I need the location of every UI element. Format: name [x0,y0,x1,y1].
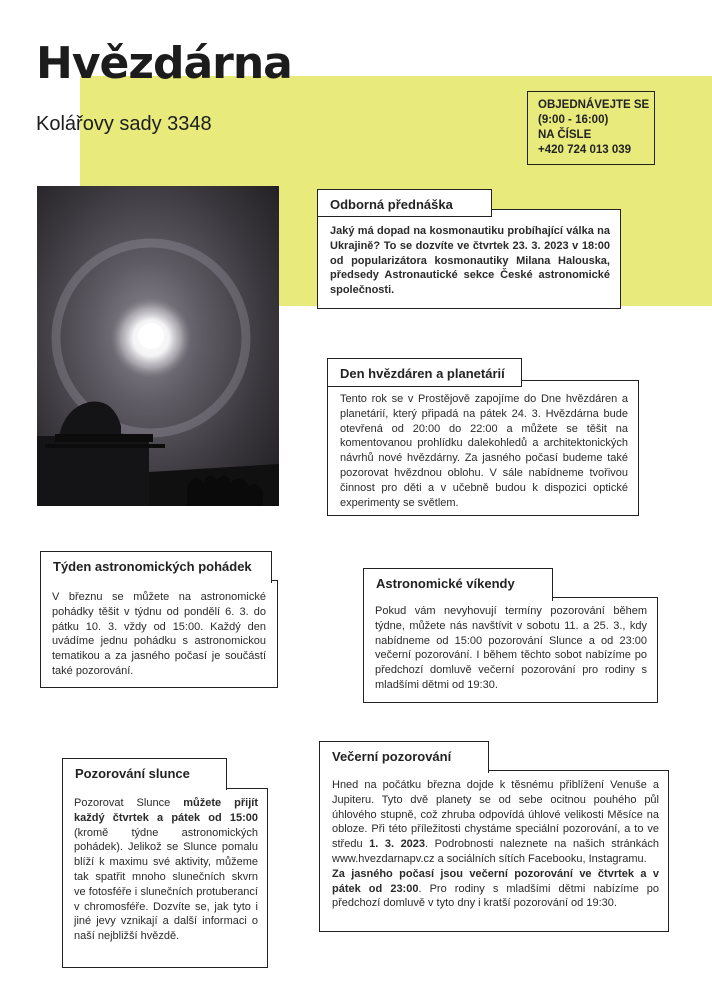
sun-body-text: Pozorovat Slunce [74,797,184,809]
observatory-day-title: Den hvězdáren a planetárií [327,358,522,387]
sun-body-text: (kromě týdne astronomických pohádek). Jelikož se Slunce pomalu blíží k maximu své aktivity, můžeme tak spatřit mnoho slunečních skvrn ve fotosféře i slunečních protuberancí v chromosféře. Dozvíte se, jak tyto i jiné jevy vznikají a další informaci o naší nejbližší hvězdě. [74,826,258,943]
fairy-tales-body: V březnu se můžete na astronomické pohádky těšit v týdnu od pondělí 6. 3. do pátku 10. 3. vždy od 15:00. Každý den uvádíme jednu pohádku s astronomickou tematikou a za jasného počasí je součástí také pozorování. [52,591,266,677]
lecture-title: Odborná přednáška [317,189,492,217]
evening-body-text: . Podrobnosti naleznete na našich stránkách www.hvezdarnapv.cz a sociálních sítích Facebooku, Instagramu. [332,838,659,865]
fairy-tales-title: Týden astronomických pohádek [40,551,272,583]
page-subtitle: Kolářovy sady 3348 [36,113,212,135]
page-title: Hvězdárna [36,38,292,89]
evening-paragraph [332,867,659,911]
weekends-title: Astronomické víkendy [363,568,553,601]
evening-body-text: Hned na počátku března dojde k těsnému přiblížení Venuše a Jupiteru. Tyto dvě planety se od sebe ocitnou pouhého půl úhlového stupně, což zhruba odpovídá úhlové velikosti Měsíce na obloze. Při této příležitosti chystáme speciální pozorování, a to ve středu [332,779,659,851]
evening-paragraph [332,778,659,867]
observatory-dome-icon [37,186,279,506]
order-hours: (9:00 - 16:00) [538,114,609,126]
order-phone[interactable]: +420 724 013 039 [538,144,632,156]
weekends-body: Pokud vám nevyhovují termíny pozorování během týdne, můžete nás navštívit v sobotu 11. a 25. 3., kdy nabídneme od 15:00 pozorování Slunce a od 23:00 večerní pozorování. I během těchto sobot nabízíme po předchozí domluvě večerní pozorování pro rodiny s mladšími dětmi od 19:30. [375,605,647,691]
evening-body-highlight: Za jasného počasí jsou večerní pozorování ve čtvrtek a v pátek od 23:00 [332,867,659,895]
evening-title: Večerní pozorování [319,741,489,773]
order-contact-box [527,91,655,165]
order-line: OBJEDNÁVEJTE SE [538,99,650,111]
order-line: NA ČÍSLE [538,129,592,141]
evening-body-date: 1. 3. 2023 [369,838,426,851]
lecture-body: Jaký má dopad na kosmonautiku probíhající válka na Ukrajině? To se dozvíte ve čtvrtek 23. 3. 2023 v 18:00 od popularizátora kosmonautiky Milana Halouska, předsedy Astronautické sekce České astronomické společnosti. [330,225,610,297]
observatory-photo [37,186,279,506]
sun-body-highlight: můžete přijít každý čtvrtek a pátek od 15:00 [74,797,258,824]
sun-body [74,796,258,944]
observatory-day-body: Tento rok se v Prostějově zapojíme do Dne hvězdáren a planetárií, který připadá na pátek 24. 3. Hvězdárna bude otevřená od 20:00 do 22:00 a můžete se těšit na komentovanou prohlídku dalekohledů a architektonických návrhů nové hvězdárny. Za jasného počasí budeme také pozorovat hvězdnou oblohu. V sále nabídneme tvořivou činnost pro děti a v učebně budou k dispozici optické experimenty se světlem. [340,393,628,509]
sun-title: Pozorování slunce [62,758,227,790]
evening-body-text: . Pro rodiny s mladšími dětmi nabízíme po předchozí domluvě v tyto dny i kratší pozorování od 19:30. [332,882,660,910]
evening-body [332,778,659,911]
